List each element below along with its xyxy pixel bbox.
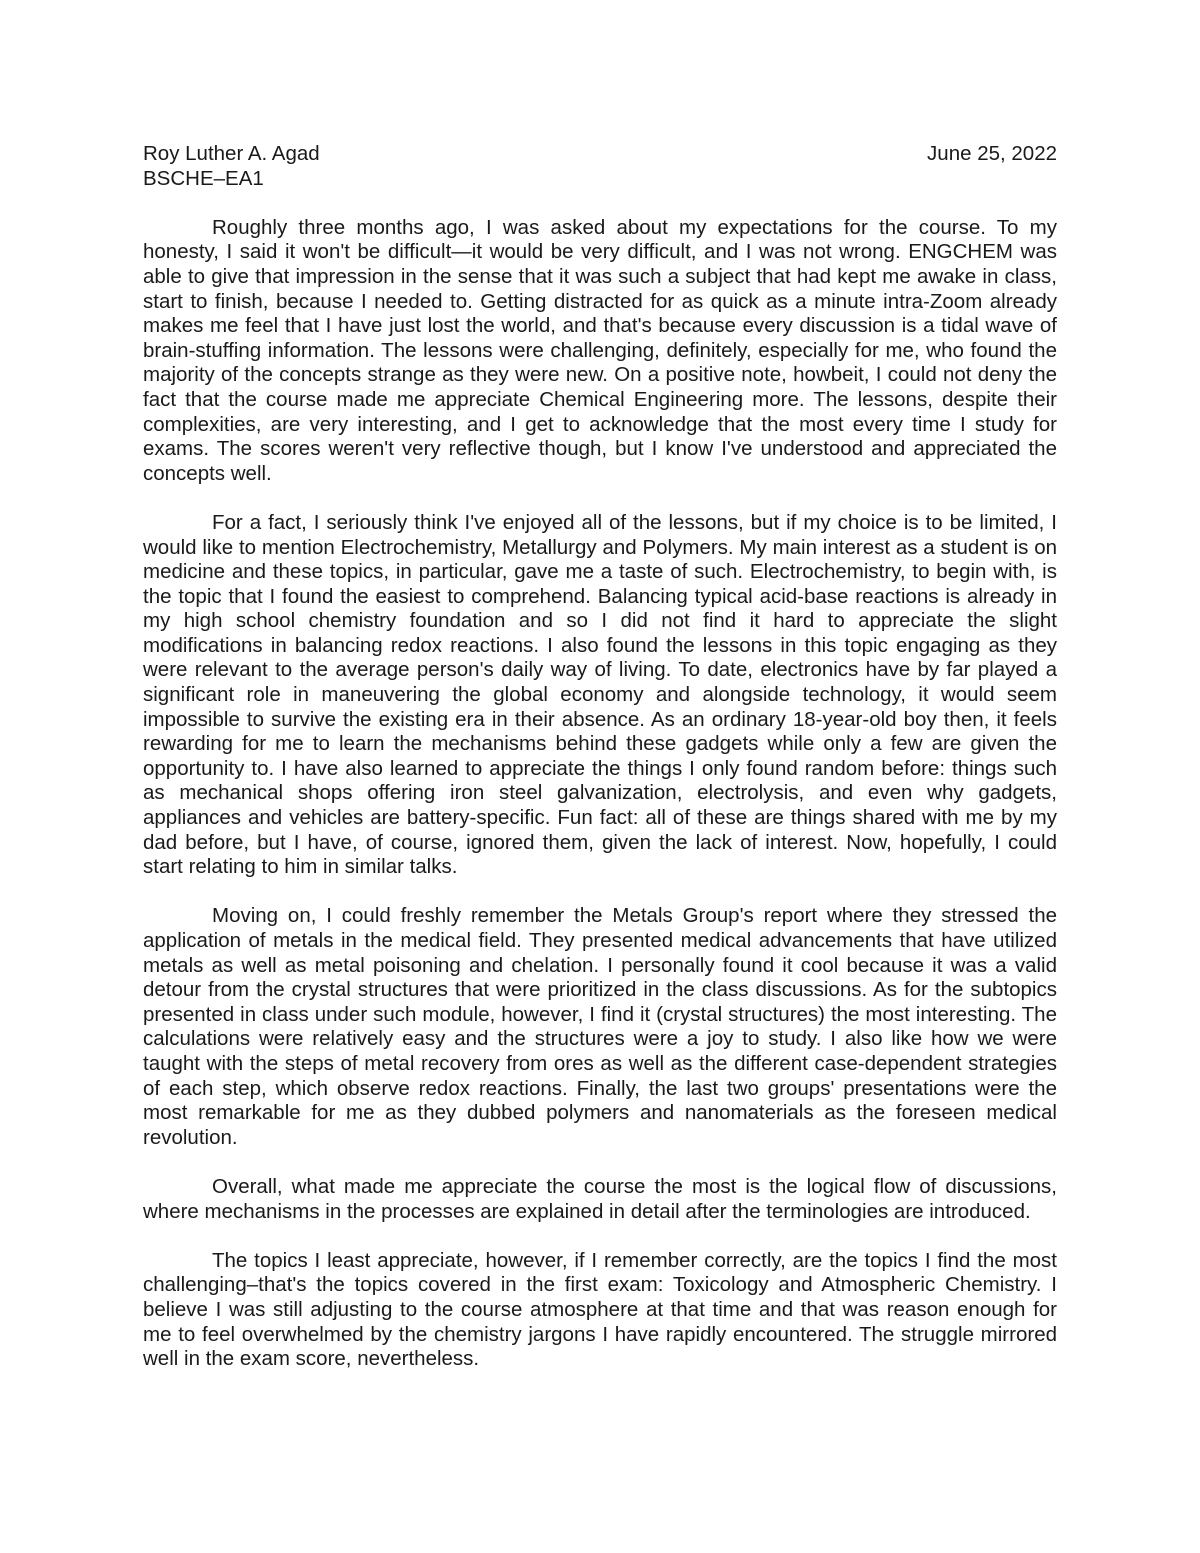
paragraph: Overall, what made me appreciate the course the most is the logical flow of discussions, where mechanisms in the processes are explained in detail after the terminologies are introduced. xyxy=(143,1174,1057,1223)
paragraph: Moving on, I could freshly remember the Metals Group's report where they stressed the application of metals in the medical field. They presented medical advancements that have utilized metals as well as metal poisoning and chelation. I personally found it cool because it was a valid detour from the crystal structures that were prioritized in the class discussions. As for the subtopics presented in class under such module, however, I find it (crystal structures) the most interesting. The calculations were relatively easy and the structures were a joy to study. I also like how we were taught with the steps of metal recovery from ores as well as the different case-dependent strategies of each step, which observe redox reactions. Finally, the last two groups' presentations were the most remarkable for me as they dubbed polymers and nanomaterials as the foreseen medical revolution. xyxy=(143,904,1057,1149)
section-code: BSCHE–EA1 xyxy=(143,166,264,190)
header-row xyxy=(143,142,1057,167)
paragraph: The topics I least appreciate, however, if I remember correctly, are the topics I find the most challenging–that's the topics covered in the first exam: Toxicology and Atmospheric Chemistry. I believe I was still adjusting to the course atmosphere at that time and that was reason enough for me to feel overwhelmed by the chemistry jargons I have rapidly encountered. The struggle mirrored well in the exam score, nevertheless. xyxy=(143,1248,1057,1371)
document-date: June 25, 2022 xyxy=(927,142,1057,165)
document-body xyxy=(143,142,1057,1372)
paragraph: For a fact, I seriously think I've enjoyed all of the lessons, but if my choice is to be limited, I would like to mention Electrochemistry, Metallurgy and Polymers. My main interest as a student is on medicine and these topics, in particular, gave me a taste of such. Electrochemistry, to begin with, is the topic that I found the easiest to comprehend. Balancing typical acid-base reactions is already in my high school chemistry foundation and so I did not find it hard to appreciate the slight modifications in balancing redox reactions. I also found the lessons in this topic engaging as they were relevant to the average person's daily way of living. To date, electronics have by far played a significant role in maneuvering the global economy and alongside technology, it would seem impossible to survive the existing era in their absence. As an ordinary 18-year-old boy then, it feels rewarding for me to learn the mechanisms behind these gadgets while only a few are given the opportunity to. I have also learned to appreciate the things I only found random before: things such as mechanical shops offering iron steel galvanization, electrolysis, and even why gadgets, appliances and vehicles are battery-specific. Fun fact: all of these are things shared with me by my dad before, but I have, of course, ignored them, given the lack of interest. Now, hopefully, I could start relating to him in similar talks. xyxy=(143,510,1057,879)
author-name: Roy Luther A. Agad xyxy=(143,142,320,165)
essay-paragraphs xyxy=(143,216,1057,1372)
paragraph: Roughly three months ago, I was asked about my expectations for the course. To my honesty, I said it won't be difficult—it would be very difficult, and I was not wrong. ENGCHEM was able to give that impression in the sense that it was such a subject that had kept me awake in class, start to finish, because I needed to. Getting distracted for as quick as a minute intra-Zoom already makes me feel that I have just lost the world, and that's because every discussion is a tidal wave of brain-stuffing information. The lessons were challenging, definitely, especially for me, who found the majority of the concepts strange as they were new. On a positive note, howbeit, I could not deny the fact that the course made me appreciate Chemical Engineering more. The lessons, despite their complexities, are very interesting, and I get to acknowledge that the most every time I study for exams. The scores weren't very reflective though, but I know I've understood and appreciated the concepts well. xyxy=(143,215,1057,485)
